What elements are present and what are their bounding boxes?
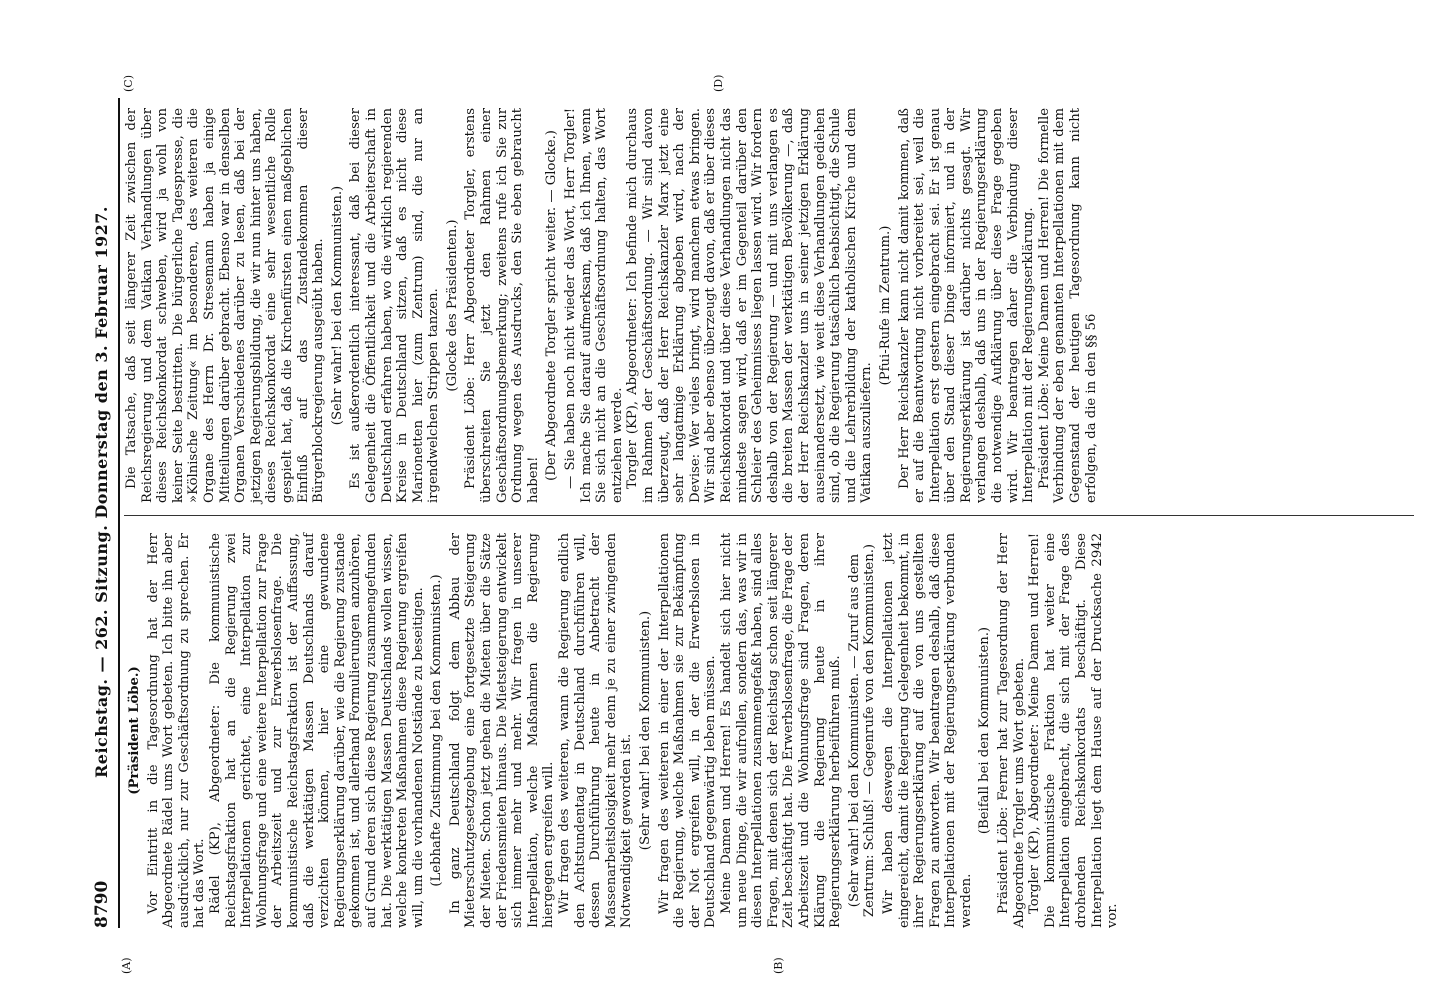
page-number: 8790	[92, 880, 112, 928]
paragraph: In ganz Deutschland folgt dem Abbau der Mieterschutzgesetzgebung eine fortgesetzte Steigerung der Mieten. Schon jetzt gehen die Mieten über die Sätze der Friedensmieten hinaus. Die Mietsteigerung entwickelt sich immer mehr und mehr. Wir fragen in unserer Interpellation, welche Maßnahmen die Regierung hiergegen ergreifen will.	[447, 533, 557, 928]
interjection: (Sehr wahr! bei den Kommunisten.)	[638, 610, 653, 851]
paragraph: — Sie haben noch nicht wieder das Wort, Herr Torgler! Ich mache Sie darauf aufmerksam, daß ich Ihnen, wenn Sie sich nicht an die Geschäftsordnung halten, das Wort entziehen werde.	[563, 108, 625, 503]
paragraph: Präsident Löbe: Meine Damen und Herren! Die formelle Verbindung der eben genannten Interpellationen mit dem Gegenstand der heutigen Tagesordnung kann nicht erfolgen, da die in den §§ 56	[1036, 108, 1099, 503]
column-divider	[124, 515, 1414, 516]
right-text-column	[124, 108, 1099, 503]
interjection: (Der Abgeordnete Torgler spricht weiter. — Glocke.)	[544, 130, 560, 481]
interjection: (Beifall bei den Kommunisten.)	[977, 626, 993, 835]
margin-marker-c: (C)	[122, 75, 135, 92]
paragraph: Wir fragen des weiteren, wann die Regierung endlich den Achtstundentag in Deutschland durchführen will, dessen Durchführung heute in Anbetracht der Massenarbeitslosigkeit mehr denn je zu einer zwingenden Notwendigkeit geworden ist.	[557, 533, 635, 928]
rotated-document-page	[92, 74, 1412, 974]
paragraph: Meine Damen und Herren! Es handelt sich hier nicht um neue Dinge, die wir aufrollen, sondern das, was wir in diesen Interpellationen zusammengefaßt haben, sind alles Fragen, mit denen sich der Reichstag schon seit längerer Zeit beschäftigt hat. Die Erwerbslosenfrage, die Frage der Arbeitszeit und die Wohnungsfrage sind Fragen, deren Klärung die Regierung heute in ihrer Regierungserklärung herbeiführen muß.	[718, 533, 844, 928]
speaker-heading: (Präsident Löbe.)	[127, 666, 142, 795]
paragraph: Vor Eintritt in die Tagesordnung hat der Herr Abgeordnete Rädel ums Wort gebeten. Ich bitte ihn aber ausdrücklich, nur zur Geschäftsordnung zu sprechen. Er hat das Wort.	[145, 533, 208, 928]
interjection: (Glocke des Präsidenten.)	[444, 219, 460, 392]
interjection: (Sehr wahr! bei den Kommunisten.)	[329, 185, 345, 426]
paragraph: Torgler (KP), Abgeordneter: Meine Damen und Herren! Die kommunistische Fraktion hat weiter eine Interpellation eingebracht, die sich mit der Frage des drohenden Reichskonkordats beschäftigt. Diese Interpellation liegt dem Hause auf der Drucksache 2942 vor.	[1027, 533, 1121, 928]
paragraph: Wir fragen des weiteren in einer der Interpellationen die Regierung, welche Maßnahmen sie zur Bekämpfung der Not ergreifen will, in der die Erwerbslosen in Deutschland gegenwärtig leben müssen.	[656, 533, 719, 928]
left-text-column	[124, 533, 1121, 928]
paragraph: Der Herr Reichskanzler kann nicht damit kommen, daß er auf die Beantwortung nicht vorbereitet sei, weil die Interpellation erst gestern eingebracht sei. Er ist genau über den Stand dieser Dinge informiert, und in der Regierungserklärung ist darüber nichts gesagt. Wir verlangen deshalb, daß uns in der Regierungserklärung die notwendige Aufklärung über diese Frage gegeben wird. Wir beantragen daher die Verbindung dieser Interpellation mit der Regierungserklärung.	[896, 108, 1037, 503]
paragraph: Präsident Löbe: Herr Abgeordneter Torgler, erstens überschreiten Sie jetzt den Rahmen einer Geschäftsordnungsbemerkung; zweitens rufe ich Sie zur Ordnung wegen des Ausdrucks, den Sie eben gebraucht haben!	[463, 108, 541, 503]
margin-marker-b: (B)	[772, 957, 785, 974]
page-title: Reichstag. — 262. Sitzung. Donnerstag den 3. Februar 1927.	[92, 205, 111, 778]
paragraph: Rädel (KP), Abgeordneter: Die kommunistische Reichstagsfraktion hat an die Regierung zwei Interpellationen gerichtet, eine Interpellation zur Wohnungsfrage und eine weitere Interpellation zur Frage der Arbeitszeit und zur Erwerbslosenfrage. Die kommunistische Reichstagsfraktion ist der Auffassung, daß die werktätigen Massen Deutschlands darauf verzichten können, hier eine gewundene Regierungserklärung darüber, wie die Regierung zustande gekommen ist, und allerhand Formulierungen anzuhören, auf Grund deren sich diese Regierung zusammengefunden hat. Die werktätigen Massen Deutschlands wollen wissen, welche konkreten Maßnahmen diese Regierung ergreifen will, um die vorhandenen Notstände zu beseitigen.	[207, 533, 426, 928]
paragraph: Torgler (KP), Abgeordneter: Ich befinde mich durchaus im Rahmen der Geschäftsordnung. — Wir sind davon überzeugt, daß der Herr Reichskanzler Marx jetzt eine sehr langatmige Erklärung abgeben wird, nach der Devise: Wer vieles bringt, wird manchem etwas bringen. Wir sind aber ebenso überzeugt davon, daß er über dieses Reichskonkordat und über diese Verhandlungen nicht das mindeste sagen wird, daß er im Gegenteil darüber den Schleier des Geheimnisses liegen lassen wird. Wir fordern deshalb von der Regierung — und mit uns verlangen es die breiten Massen der werktätigen Bevölkerung —, daß der Herr Reichskanzler uns in seiner jetzigen Erklärung auseinandersetzt, wie weit diese Verhandlungen gediehen sind, ob die Regierung tatsächlich beabsichtigt, die Schule und die Lehrerbildung der katholischen Kirche und dem Vatikan auszuliefern.	[625, 108, 875, 503]
interjection: (Pfui-Rufe im Zentrum.)	[877, 225, 893, 386]
paragraph: Präsident Löbe: Ferner hat zur Tagesordnung der Herr Abgeordnete Torgler ums Wort gebeten.	[996, 533, 1027, 928]
paragraph: Wir haben deswegen die Interpellationen jetzt eingereicht, damit die Regierung Gelegenheit bekommt, in ihrer Regierungserklärung auf die von uns gestellten Fragen zu antworten. Wir beantragen deshalb, daß diese Interpellationen mit der Regierungserklärung verbunden werden.	[880, 533, 974, 928]
interjection: (Lebhafte Zustimmung bei den Kommunisten.)	[429, 574, 445, 887]
paragraph: Die Tatsache, daß seit längerer Zeit zwischen der Reichsregierung und dem Vatikan Verhandlungen über dieses Reichskonkordat schweben, wird ja wohl von keiner Seite bestritten. Die bürgerliche Tagespresse, die »Kölnische Zeitung« im besonderen, des weiteren die Organe des Herrn Dr. Stresemann haben ja einige Mitteilungen darüber gebracht. Ebenso war in denselben Organen Verschiedenes darüber zu lesen, daß bei der jetzigen Regierungsbildung, die wir nun hinter uns haben, dieses Reichskonkordat eine sehr wesentliche Rolle gespielt hat, daß die Kirchenfürsten einen maßgeblichen Einfluß auf das Zustandekommen dieser Bürgerblockregierung ausgeübt haben.	[124, 108, 327, 503]
header-rule	[118, 98, 120, 928]
margin-marker-d: (D)	[712, 74, 725, 92]
interjection: (Sehr wahr! bei den Kommunisten. — Zuruf aus dem Zentrum: Schluß! — Gegenrufe von den Kommunisten.)	[846, 543, 878, 918]
paragraph: Es ist außerordentlich interessant, daß bei dieser Gelegenheit die Öffentlichkeit und die Arbeiterschaft in Deutschland erfahren haben, wo die wirklich regierenden Kreise in Deutschland sitzen, daß es nicht diese Marionetten hier (zum Zentrum) sind, die nur an irgendwelchen Strippen tanzen.	[348, 108, 442, 503]
page-header	[92, 98, 116, 928]
digitization-credit	[1423, 8, 1434, 992]
margin-marker-a: (A)	[120, 957, 133, 974]
